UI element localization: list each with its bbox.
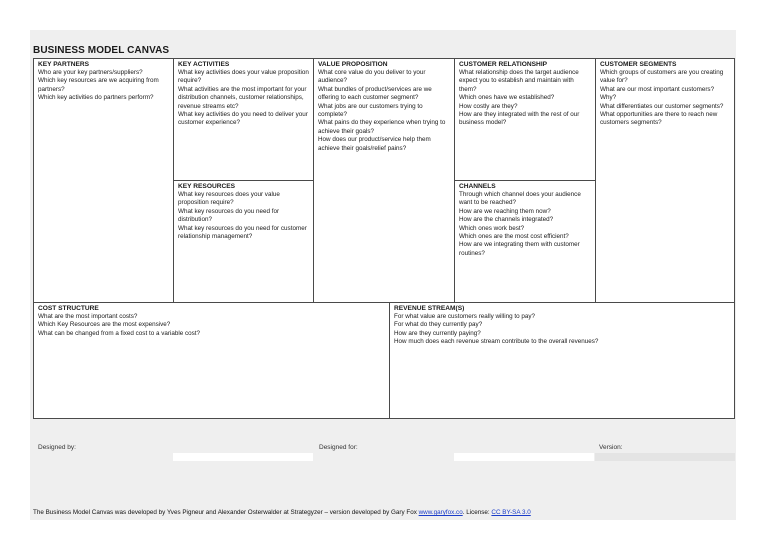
customer-relationship-box <box>454 58 596 181</box>
value-proposition-heading: VALUE PROPOSITION <box>318 61 388 68</box>
prompt-line: Which groups of customers are you creating value for? <box>600 69 724 85</box>
key-partners-lines <box>38 69 169 103</box>
customer-relationship-heading: CUSTOMER RELATIONSHIP <box>459 61 548 68</box>
prompt-line: How are they currently paying? <box>394 329 481 337</box>
prompt-line: How are the channels integrated? <box>459 216 554 224</box>
prompt-line: Through which channel does your audience want to be reached? <box>459 191 581 207</box>
customer-segments-heading: CUSTOMER SEGMENTS <box>600 61 677 68</box>
prompt-line: Which key resources are we acquiring from partners? <box>38 77 159 93</box>
version-input[interactable] <box>595 453 735 461</box>
prompt-line: What relationship does the target audience expect you to establish and maintain with them? <box>459 69 579 93</box>
prompt-line: Which ones work best? <box>459 224 525 232</box>
value-proposition-lines <box>318 69 450 153</box>
key-activities-box <box>173 58 314 181</box>
revenue-streams-box <box>389 302 735 419</box>
prompt-line: What are the most important costs? <box>38 313 138 320</box>
prompt-line: What differentiates our customer segments? <box>600 102 724 110</box>
prompt-line: Which key activities do partners perform? <box>38 94 154 102</box>
prompt-line: How much does each revenue stream contribute to the overall revenues? <box>394 338 599 346</box>
prompt-line: What are our most important customers? <box>600 85 715 93</box>
prompt-line: What jobs are our customers trying to complete? <box>318 102 423 119</box>
designed-for-input[interactable] <box>454 453 594 461</box>
prompt-line: What key activities do you need to deliver your customer experience? <box>178 111 308 127</box>
footer-license-label: . License: <box>462 509 492 516</box>
customer-relationship-lines <box>459 69 591 128</box>
cost-structure-heading: COST STRUCTURE <box>38 305 99 312</box>
key-partners-heading: KEY PARTNERS <box>38 61 90 68</box>
key-activities-lines <box>178 69 309 128</box>
customer-segments-lines <box>600 69 730 128</box>
footer-license-link[interactable]: CC BY-SA 3.0 <box>491 509 531 516</box>
key-resources-box <box>173 180 314 303</box>
cost-structure-box <box>33 302 390 419</box>
channels-heading: CHANNELS <box>459 183 496 190</box>
designed-for-label: Designed for: <box>319 444 358 451</box>
canvas-sheet <box>30 30 736 520</box>
footer-credit <box>33 509 531 516</box>
prompt-line: What pains do they experience when trying to achieve their goals? <box>318 119 446 135</box>
page-title: BUSINESS MODEL CANVAS <box>33 45 170 56</box>
prompt-line: What key resources do you need for distribution? <box>178 207 280 224</box>
designed-by-input[interactable] <box>173 453 313 461</box>
key-resources-lines <box>178 191 309 241</box>
prompt-line: Who are your key partners/suppliers? <box>38 69 143 76</box>
prompt-line: What key activities does your value proposition require? <box>178 69 309 85</box>
version-label: Version: <box>599 444 623 451</box>
prompt-line: Which Key Resources are the most expensive? <box>38 321 171 329</box>
prompt-line: How does our product/service help them achieve their goals/relief pains? <box>318 136 431 152</box>
revenue-streams-heading: REVENUE STREAM(S) <box>394 305 465 312</box>
prompt-line: What activities are the most important for your distribution channels, customer relationships, revenue streams etc? <box>178 85 307 110</box>
prompt-line: What key resources does your value proposition require? <box>178 191 280 207</box>
prompt-line: How are we integrating them with customer routines? <box>459 241 580 257</box>
channels-box <box>454 180 596 303</box>
footer-website-link[interactable]: www.garyfox.co <box>418 509 463 516</box>
revenue-streams-lines <box>394 313 730 347</box>
prompt-line: What can be changed from a fixed cost to a variable cost? <box>38 329 201 337</box>
designed-by-label: Designed by: <box>38 444 76 451</box>
prompt-line: Why? <box>600 94 617 102</box>
prompt-line: What opportunities are there to reach new customers segments? <box>600 111 718 127</box>
prompt-line: For what value are customers really willing to pay? <box>394 313 536 320</box>
prompt-line: How costly are they? <box>459 102 518 110</box>
key-partners-box <box>33 58 174 303</box>
prompt-line: For what do they currently pay? <box>394 321 483 329</box>
customer-segments-box <box>595 58 735 303</box>
prompt-line: What bundles of product/services are we offering to each customer segment? <box>318 85 432 102</box>
key-resources-heading: KEY RESOURCES <box>178 183 236 190</box>
prompt-line: Which ones are the most cost efficient? <box>459 233 569 241</box>
key-activities-heading: KEY ACTIVITIES <box>178 61 230 68</box>
prompt-line: How are they integrated with the rest of our business model? <box>459 111 580 127</box>
prompt-line: What core value do you deliver to your audience? <box>318 69 426 85</box>
cost-structure-lines <box>38 313 385 338</box>
channels-lines <box>459 191 591 258</box>
value-proposition-box <box>313 58 455 303</box>
prompt-line: Which ones have we established? <box>459 94 555 102</box>
prompt-line: What key resources do you need for customer relationship management? <box>178 224 307 241</box>
footer-text: The Business Model Canvas was developed by Yves Pigneur and Alexander Osterwalder at Strategyzer – version developed by Gary Fox <box>33 509 419 516</box>
prompt-line: How are we reaching them now? <box>459 207 551 215</box>
